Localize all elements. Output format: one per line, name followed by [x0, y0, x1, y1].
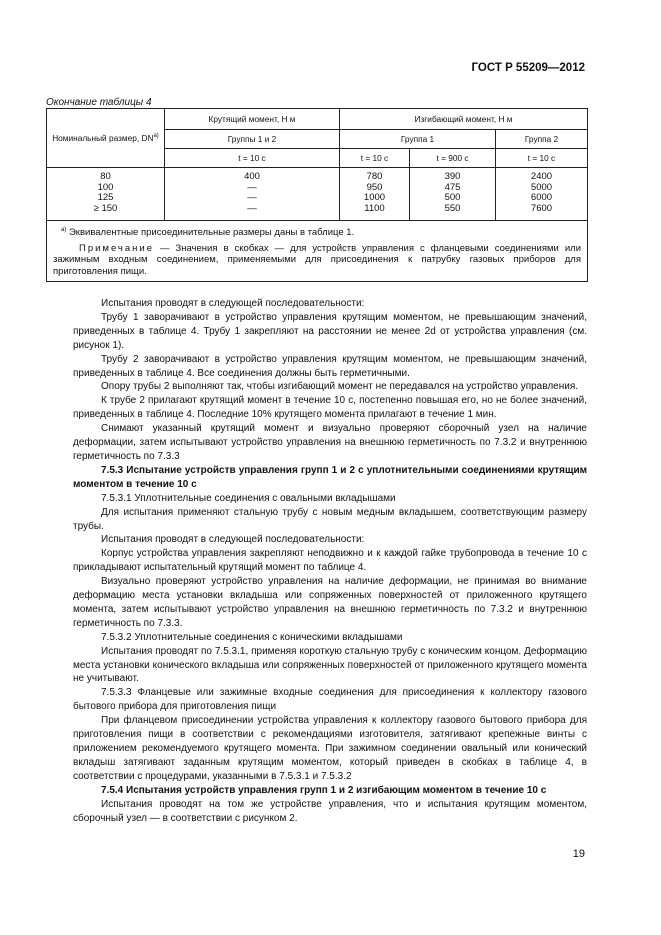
cell-g1-t10: 950 [366, 181, 383, 193]
paragraph: Испытания проводят в следующей последовательности: [101, 534, 365, 546]
table-note [53, 243, 581, 278]
table-4 [46, 108, 587, 282]
paragraph: Испытания проводят на том же устройстве управления, что и испытания крутящим моментом, сборочный узел — в соответствии с рисунком 2. [73, 798, 587, 824]
col-g1-t10 [340, 168, 410, 221]
paragraph: Для испытания применяют стальную трубу с новым медным вкладышем, соответствующим размеру трубы. [73, 506, 587, 532]
cell-torque: — [247, 192, 257, 203]
cell-g1-t900: 500 [444, 192, 461, 203]
page-number: 19 [572, 848, 585, 860]
note-text: — Значения в скобках — для устройств управления с фланцевыми соединениями или зажимным входным соединением, применяемыми для присоединения к патрубку газовых приборов для приготовления пищи. [53, 242, 581, 277]
cell-dn: 80 [100, 171, 111, 182]
cell-dn: ≥ 150 [93, 202, 118, 214]
subsection-7-5-3-3: 7.5.3.3 Фланцевые или зажимные входные соединения для присоединения к коллектору газового бытового прибора для приготовления пищи [73, 687, 587, 713]
header-groups-1-2: Группы 1 и 2 [165, 130, 340, 149]
cell-g2-t10: 5000 [530, 181, 553, 193]
header-t900-g1: t = 900 с [410, 149, 496, 168]
cell-g1-t900: 475 [444, 181, 461, 193]
nominal-size-sup: а) [153, 133, 159, 140]
col-g2-t10 [496, 168, 588, 221]
cell-g2-t10: 7600 [530, 202, 553, 214]
header-t10-torque: t = 10 с [165, 149, 340, 168]
cell-g1-t900: 550 [444, 202, 461, 214]
cell-dn: 100 [97, 181, 114, 193]
document-header: ГОСТ Р 55209—2012 [471, 62, 585, 74]
paragraph: Визуально проверяют устройство управления на наличие деформации, не принимая во внимание деформацию места установки вкладыша или сопряженных поверхностей от приложенного крутящего момента, затем испытывают устройство управления на внешнюю герметичность по 7.3.2 и внутреннюю герметичность по 7.3.3. [73, 576, 587, 629]
paragraph: К трубе 2 прилагают крутящий момент в течение 10 с, постепенно повышая его, но не более значений, приведенных в таблице 4. Последние 10% крутящего момента прилагают в течение 1 мин. [73, 395, 587, 421]
footnote [53, 225, 581, 239]
paragraph: Корпус устройства управления закрепляют неподвижно и к каждой гайке трубопровода в течение 10 с прикладывают испытательный крутящий момент по таблице 4. [73, 548, 587, 574]
footnote-mark: а) [61, 227, 67, 233]
cell-g2-t10: 2400 [530, 171, 553, 182]
header-torque: Крутящий момент, Н м [165, 109, 340, 130]
cell-g1-t10: 780 [366, 171, 383, 182]
subsection-7-5-3-1: 7.5.3.1 Уплотнительные соединения с овальными вкладышами [101, 492, 396, 504]
header-group-2: Группа 2 [496, 130, 588, 149]
cell-g1-t900: 390 [444, 171, 461, 182]
cell-torque: 400 [244, 171, 260, 182]
header-bending: Изгибающий момент, Н м [340, 109, 588, 130]
paragraph: Испытания проводят в следующей последовательности: [101, 298, 365, 309]
table-caption: Окончание таблицы 4 [46, 97, 152, 108]
subsection-7-5-3-2: 7.5.3.2 Уплотнительные соединения с коническими вкладышами [101, 631, 403, 643]
cell-dn: 125 [97, 192, 114, 203]
table-footnotes [47, 221, 588, 282]
cell-torque: — [247, 181, 257, 193]
section-heading-7-5-4: 7.5.4 Испытания устройств управления групп 1 и 2 изгибающим моментом в течение 10 с [101, 784, 547, 796]
paragraph: Снимают указанный крутящий момент и визуально проверяют сборочный узел на наличие деформации, затем испытывают устройство управления на внешнюю герметичность по 7.3.2 и внутреннюю герметичность по 7.3.3 [73, 423, 587, 462]
nominal-size-label: Номинальный размер, DN [52, 133, 154, 143]
paragraph: Трубу 1 заворачивают в устройство управления крутящим моментом, не превышающим значений, приведенных в таблице 4. Трубу 1 закрепляют на расстоянии не менее 2d от устройства управления (см. рисунок 1). [73, 311, 587, 351]
cell-g2-t10: 6000 [530, 192, 553, 203]
note-label: Примечание [79, 242, 154, 254]
paragraph: При фланцевом присоединении устройства управления к коллектору газового бытового прибора для приготовления пищи в соответствии с рекомендациями изготовителя, затягивают крепежные винты с приложением рекомендуемого крутящего момента. При зажимном соединении овальный или конический вкладыш затягивают заданным крутящим моментом, который приведен в скобках в таблице 4, в соответствии с процедурами, указанными в 7.5.3.1 и 7.5.3.2 [73, 715, 587, 782]
table-body [47, 168, 588, 221]
paragraph: Опору трубы 2 выполняют так, чтобы изгибающий момент не передавался на устройство управления. [101, 381, 579, 393]
section-heading-7-5-3: 7.5.3 Испытание устройств управления групп 1 и 2 с уплотнительными соединениями крутящим моментом в течение 10 с [73, 464, 587, 490]
header-t10-g1: t = 10 с [340, 149, 410, 168]
paragraph: Трубу 2 заворачивают в устройство управления крутящим моментом, не превышающим значений, приведенных в таблице 4. Все соединения должны быть герметичными. [73, 353, 587, 379]
footnote-text: Эквивалентные присоединительные размеры даны в таблице 1. [66, 227, 355, 239]
cell-torque: — [247, 202, 257, 214]
header-nominal-size [47, 109, 165, 168]
header-t10-g2: t = 10 с [496, 149, 588, 168]
body-text [73, 297, 587, 825]
header-group-1: Группа 1 [340, 130, 496, 149]
col-dn [47, 168, 165, 221]
cell-g1-t10: 1100 [364, 202, 385, 214]
col-g1-t900 [410, 168, 496, 221]
paragraph: Испытания проводят по 7.5.3.1, применяя короткую стальную трубу с коническим концом. Деформацию места установки конического вкладыша или сопряженных поверхностей от приложенного крутящего момента не учитывают. [73, 645, 587, 685]
cell-g1-t10: 1000 [363, 192, 386, 203]
col-torque [165, 168, 340, 221]
